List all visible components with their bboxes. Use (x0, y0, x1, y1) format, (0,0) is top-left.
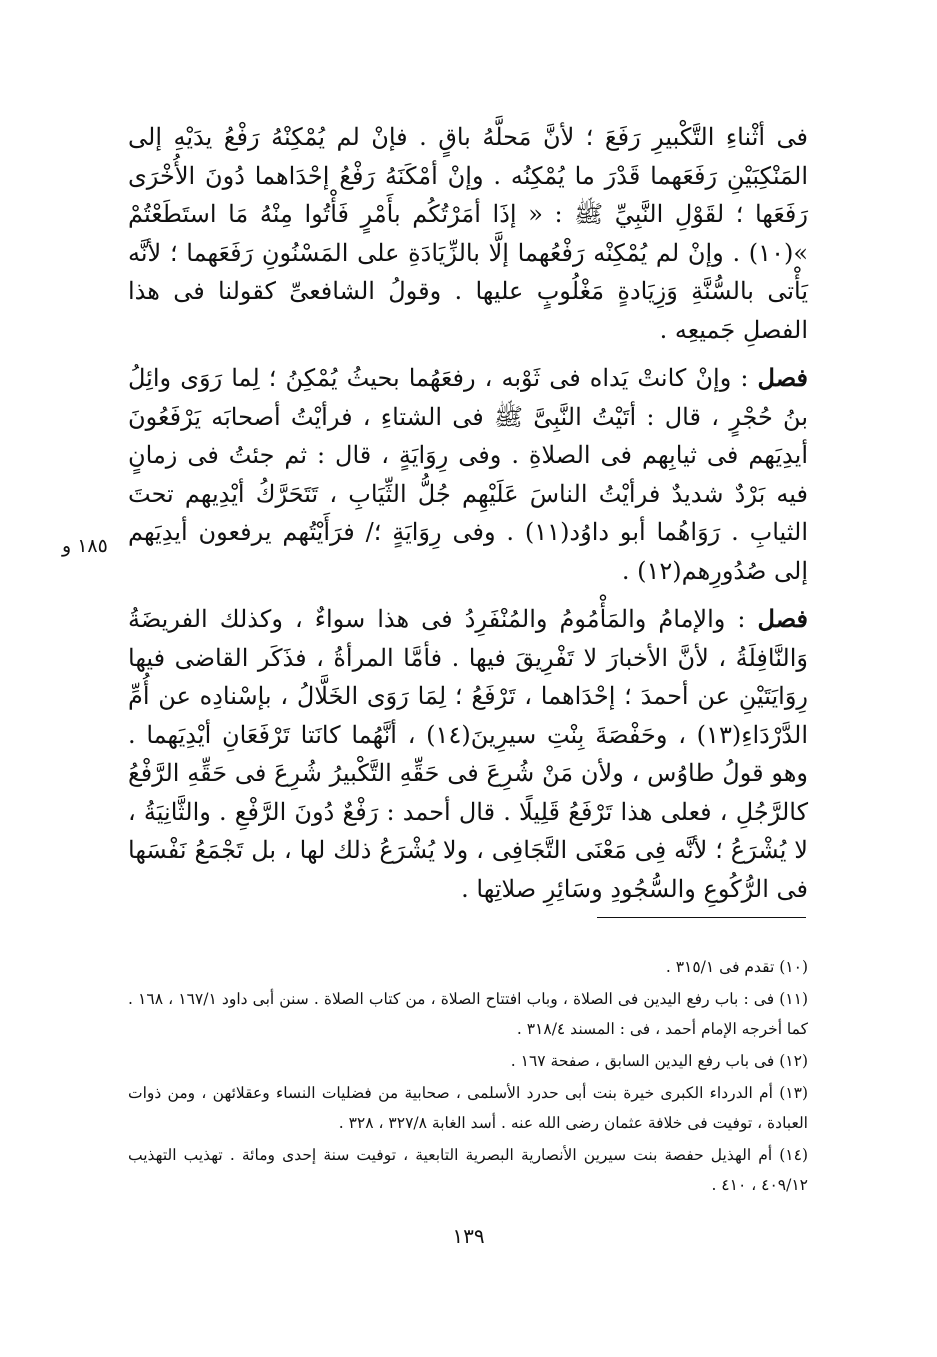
footnote-14: (١٤) أم الهذيل حفصة بنت سيرين الأنصارية البصرية التابعية ، توفيت سنة إحدى ومائة . تهذيب التهذيب ٤٠٩/١٢ ، ٤١٠ . (128, 1146, 808, 1194)
footnote-divider (597, 917, 806, 918)
manuscript-folio-marker: ١٨٥ و (62, 535, 108, 557)
paragraph-text: : وإنْ كانتْ يَداه فى ثَوْبه ، رفعَهُما بحيثُ يُمْكِنُ ؛ لِما رَوَى وائِلُ بنُ حُجْرٍ ، قال : أتَيْتُ النَّبِىَّ ﷺ فى الشتاءِ ، فرأيْتُ أصحابَه يَرْفَعُونَ أيدِيَهم فى ثيابِهم فى الصلاةِ . وفى رِوَايَةٍ ، قال : ثم جئتُ فى زمانٍ فيه بَرْدٌ شديدٌ فرأيْتُ الناسَ عَلَيْهِم جُلُّ الثِّيَابِ ، تَتَحَرَّكُ أيْدِيهم تحتَ الثيابِ . رَوَاهُما أبو داوُد(١١) . وفى رِوَايَةٍ ؛/ فرَأَيْتُهم يرفعون أيدِيَهم إلى صُدُورِهم(١٢) . (128, 364, 809, 585)
paragraph-fasl-imam-and-women (128, 600, 808, 908)
fasl-heading: فصل (757, 363, 808, 392)
footnote-11: (١١) فى : باب رفع اليدين فى الصلاة ، وباب افتتاح الصلاة ، من كتاب الصلاة . سنن أبى داود ١٦٧/١ ، ١٦٨ . كما أخرجه الإمام أحمد ، فى : المسند ٣١٨/٤ . (128, 990, 808, 1038)
paragraph-text: فى أثْناءِ التَّكْبيرِ رَفَعَ ؛ لأنَّ مَحلَّهُ باقٍ . فإنْ لم يُمْكِنْهُ رَفْعُ يدَيْهِ إلى المَنْكِبَيْنِ رَفَعَهما قَدْرَ ما يُمْكِنُه . وإنْ أمْكَنَهُ رَفْعُ إحْدَاهما دُونَ الأُخْرَى رَفَعَها ؛ لقَوْلِ النَّبِيِّ ﷺ : « إذَا أمَرْتُكُم بأَمْرٍ فَأْتُوا مِنْهُ مَا استَطَعْتُمْ »(١٠) . وإنْ لم يُمْكِنْه رَفْعُهما إلَّا بالزِّيَادَةِ على المَسْنُونِ رَفَعَهما ؛ لأنَّه يَأْتى بالسُّنَّةِ وَزِيَادةٍ مَغْلُوبٍ عليها . وقولُ الشافعىِّ كقولنا فى هذا الفصلِ جَميعِه . (128, 123, 808, 344)
main-text (128, 118, 808, 908)
paragraph-intro (128, 118, 808, 349)
paragraph-fasl-hands-in-garment (128, 359, 808, 590)
footnotes (128, 952, 808, 1202)
paragraph-text: : والإمامُ والمَأْمُومُ والمُنْفَرِدُ فى هذا سواءٌ ، وكذلك الفريضَةُ وَالنَّافِلَةُ ، لأنَّ الأخبارَ لا تَفْرِيقَ فيها . فأمَّا المرأةُ ، فذَكَر القاضى فيها رِوَايَتَيْنِ عن أحمدَ ؛ إحْدَاهما ، تَرْفَعُ ؛ لِمَا رَوَى الخَلَّالُ ، بإسْنادِه عن أُمِّ الدَّرْدَاءِ(١٣) ، وحَفْصَةَ بِنْتِ سيرِينَ(١٤) ، أنَّهُما كانَتا تَرْفَعَانِ أيْدِيَهما . وهو قولُ طاوُس ، ولأن مَنْ شُرِعَ فى حَقِّهِ التَّكْبيرُ شُرِعَ فى حَقِّهِ الرَّفْعُ كالرَّجُلِ ، فعلى هذا تَرْفَعُ قَلِيلًا . قال أحمد : رَفْعٌ دُونَ الرَّفْعِ . والثَّانِيَةُ ، لا يُشْرَعُ ؛ لأنَّه فِى مَعْنَى التَّجَافِى ، ولا يُشْرَعُ ذلك لها ، بل تَجْمَعُ نَفْسَها فى الرُّكُوعِ والسُّجُودِ وسَائِرِ صلاتِها . (128, 605, 809, 903)
footnote-13: (١٣) أم الدرداء الكبرى خيرة بنت أبى حدرد الأسلمى ، صحابية من فضليات النساء وعقلائهن ، ومن ذوات العبادة ، توفيت فى خلافة عثمان رضى الله عنه . أسد الغابة ٣٢٧/٨ ، ٣٢٨ . (128, 1084, 808, 1132)
page-number: ١٣٩ (452, 1224, 485, 1248)
footnote-10: (١٠) تقدم فى ٣١٥/١ . (665, 958, 808, 976)
footnote-12: (١٢) فى باب رفع اليدين السابق ، صفحة ١٦٧ . (510, 1052, 808, 1070)
fasl-heading: فصل (757, 604, 808, 633)
